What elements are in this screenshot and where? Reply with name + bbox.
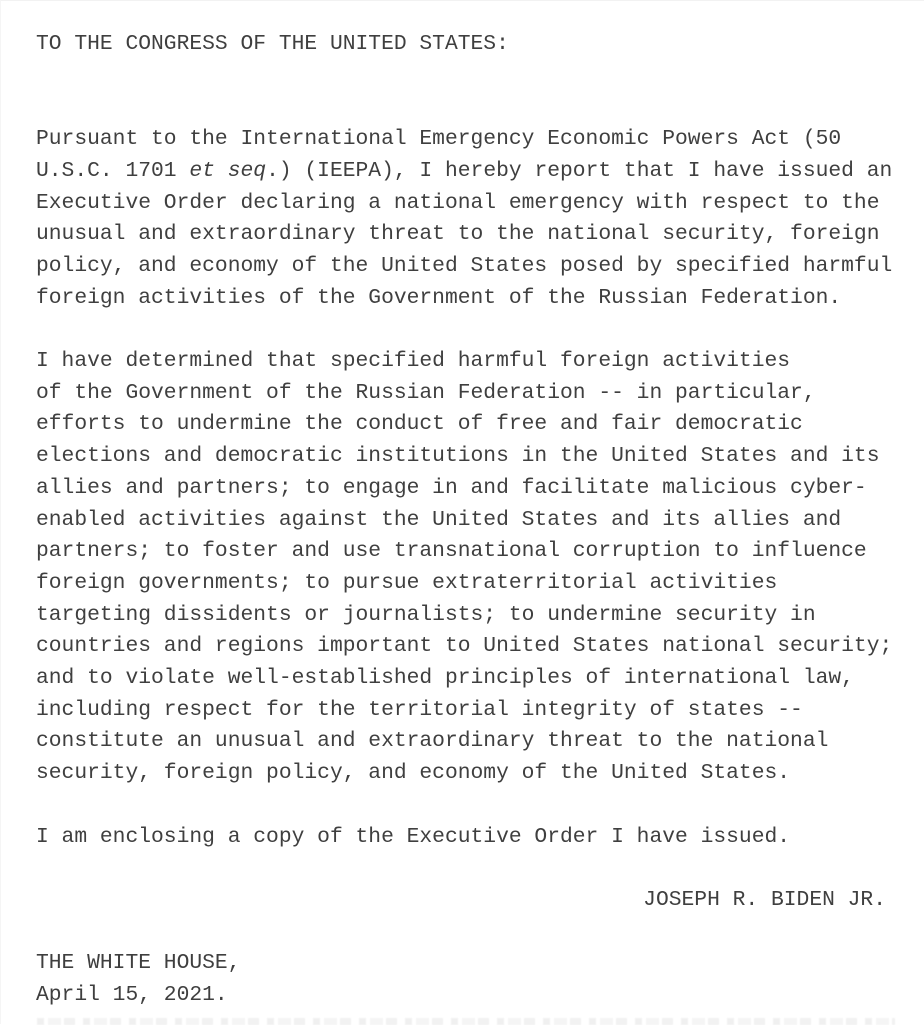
paragraph-1-line: unusual and extraordinary threat to the national security, foreign bbox=[36, 222, 880, 247]
paragraph-1 bbox=[36, 124, 893, 314]
paragraph-2-line: including respect for the territorial integrity of states -- bbox=[36, 697, 803, 722]
paragraph-2-line: foreign governments; to pursue extraterritorial activities bbox=[36, 570, 778, 595]
paragraph-2-line: security, foreign policy, and economy of the United States. bbox=[36, 761, 791, 786]
salutation-text: TO THE CONGRESS OF THE UNITED STATES: bbox=[36, 32, 509, 56]
paragraph-2-line: allies and partners; to engage in and facilitate malicious cyber- bbox=[36, 475, 867, 500]
citation-pre: U.S.C. 1701 bbox=[36, 158, 190, 183]
paragraph-2-line: countries and regions important to United States national security; bbox=[36, 634, 893, 659]
paragraph-2-line: I have determined that specified harmful foreign activities bbox=[36, 349, 791, 373]
paragraph-2 bbox=[36, 346, 893, 790]
paragraph-2-line: efforts to undermine the conduct of free and fair democratic bbox=[36, 412, 803, 437]
closing-date: April 15, 2021. bbox=[36, 983, 228, 1008]
paragraph-2-line: enabled activities against the United States and its allies and bbox=[36, 507, 842, 532]
paragraph-1-line: policy, and economy of the United States posed by specified harmful bbox=[36, 253, 893, 278]
signature-block bbox=[36, 885, 886, 917]
closing-block bbox=[36, 948, 886, 1011]
signature-name: JOSEPH R. BIDEN JR. bbox=[643, 887, 886, 912]
paragraph-2-line: targeting dissidents or journalists; to undermine security in bbox=[36, 602, 816, 627]
paragraph-2-line: and to violate well-established principles of international law, bbox=[36, 666, 854, 691]
letter-body bbox=[1, 1, 924, 1012]
citation-post: .) (IEEPA), I hereby report that I have issued an bbox=[266, 158, 893, 183]
paragraph-1-line: foreign activities of the Government of the Russian Federation. bbox=[36, 285, 842, 310]
paragraph-2-line: partners; to foster and use transnational corruption to influence bbox=[36, 539, 867, 564]
closing-place: THE WHITE HOUSE, bbox=[36, 951, 241, 976]
enclosure-text: I am enclosing a copy of the Executive Order I have issued. bbox=[36, 824, 791, 849]
enclosure-line bbox=[36, 822, 886, 854]
paragraph-2-line: elections and democratic institutions in the United States and its bbox=[36, 444, 880, 469]
paragraph-1-line: Executive Order declaring a national emergency with respect to the bbox=[36, 190, 880, 215]
paragraph-2-line: constitute an unusual and extraordinary threat to the national bbox=[36, 729, 829, 754]
paragraph-2-line: of the Government of the Russian Federation -- in particular, bbox=[36, 380, 816, 405]
paragraph-1-line: Pursuant to the International Emergency Economic Powers Act (50 bbox=[36, 127, 842, 152]
paragraph-1-line bbox=[36, 156, 893, 188]
salutation bbox=[36, 29, 886, 61]
latin-phrase: et seq bbox=[189, 158, 267, 183]
